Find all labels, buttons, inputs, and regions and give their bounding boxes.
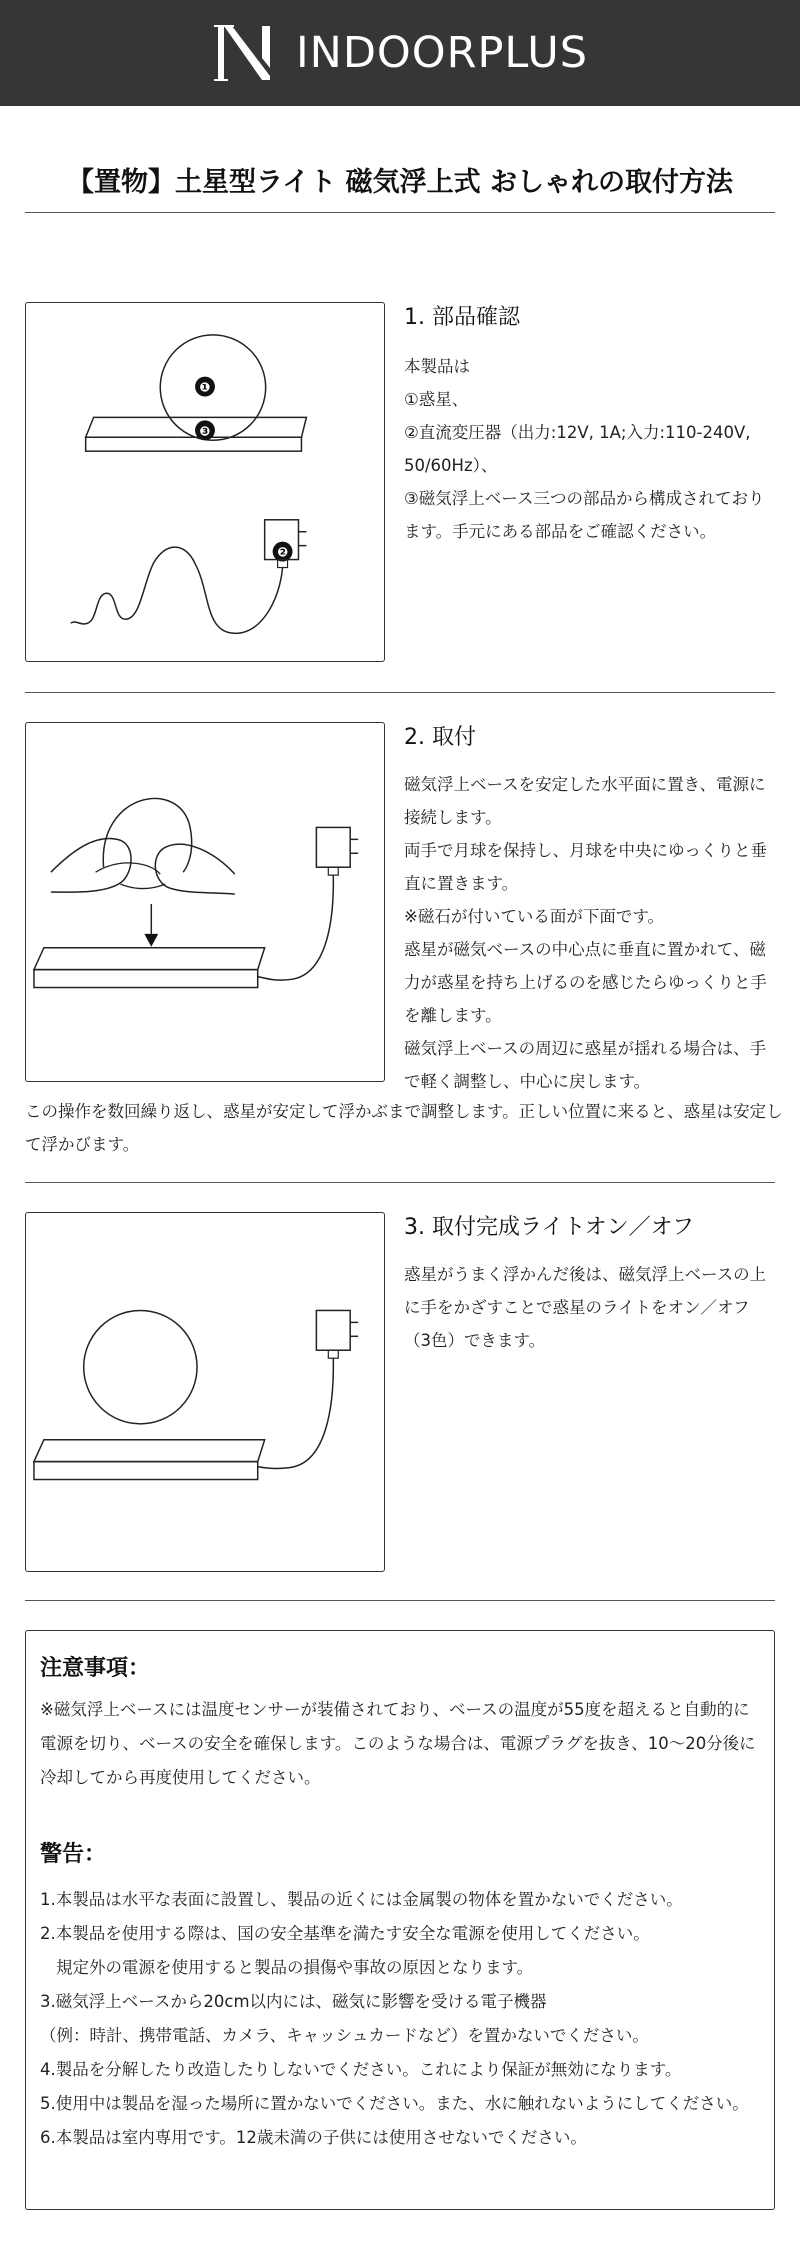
- warning-item: 4.製品を分解したり改造したりしないでください。これにより保証が無効になります。: [40, 2060, 682, 2079]
- section-text-install-continued: この操作を数回繰り返し、惑星が安定して浮かぶまで調整します。正しい位置に来ると、惑星は安定して浮かびます。: [25, 1102, 783, 1154]
- text-line: ②直流変圧器（出力:12V, 1A;入力:110-240V, 50/60Hz）、: [404, 423, 751, 475]
- text-line: ※磁石が付いている面が下面です。: [404, 907, 665, 926]
- n-monogram-icon: [212, 18, 290, 88]
- site-header: [0, 0, 800, 106]
- warning-heading: 警告：: [40, 1842, 107, 1867]
- section-title-install: 2. 取付: [404, 725, 476, 750]
- brand-name: INDOORPLUS: [295, 28, 589, 78]
- light-illustration: [25, 1212, 385, 1572]
- warning-item: 2.本製品を使用する際は、国の安全基準を満たす安全な電源を使用してください。: [40, 1924, 650, 1943]
- parts-illustration: [25, 302, 385, 662]
- marker-base: ❸: [199, 424, 211, 440]
- marker-adapter: ❷: [277, 545, 289, 561]
- text-line: 本製品は: [404, 357, 470, 376]
- install-illustration: [25, 722, 385, 1082]
- text-line: 磁気浮上ベースを安定した水平面に置き、電源に接続します。: [404, 775, 766, 827]
- marker-planet: ❶: [199, 380, 211, 396]
- page-title: 【置物】土星型ライト 磁気浮上式 おしゃれの取付方法: [67, 167, 733, 198]
- section-text-parts: [404, 350, 774, 548]
- section-text-light: [404, 1258, 774, 1357]
- text-line: ③磁気浮上ベース三つの部品から構成されております。手元にある部品をご確認ください。: [404, 489, 765, 541]
- notice-box: [25, 1630, 775, 2210]
- section-title-parts: 1. 部品確認: [404, 305, 520, 330]
- title-divider: [25, 212, 775, 213]
- section-divider: [25, 1600, 775, 1601]
- warning-item: （例：時計、携帯電話、カメラ、キャッシュカードなど）を置かないでください。: [40, 2026, 649, 2045]
- text-line: 惑星がうまく浮かんだ後は、磁気浮上ベースの上に手をかざすことで惑星のライトをオン／オフ（3色）できます。: [404, 1265, 767, 1350]
- section-title-light: 3. 取付完成ライトオン／オフ: [404, 1215, 695, 1240]
- notice-heading: 注意事項：: [40, 1656, 151, 1681]
- text-line: ①惑星、: [404, 390, 469, 409]
- text-line: 両手で月球を保持し、月球を中央にゆっくりと垂直に置きます。: [404, 841, 767, 893]
- section-divider: [25, 692, 775, 693]
- warning-item: 3.磁気浮上ベースから20cm以内には、磁気に影響を受ける電子機器: [40, 1992, 547, 2011]
- section-divider: [25, 1182, 775, 1183]
- warning-item: 6.本製品は室内専用です。12歳未満の子供には使用させないでください。: [40, 2128, 587, 2147]
- text-line: 磁気浮上ベースの周辺に惑星が揺れる場合は、手で軽く調整し、中心に戻します。: [404, 1039, 767, 1091]
- warning-list: [40, 1883, 762, 2155]
- notice-text: ※磁気浮上ベースには温度センサーが装備されており、ベースの温度が55度を超えると自動的に電源を切り、ベースの安全を確保します。このような場合は、電源プラグを抜き、10〜20分後に冷却してから再度使用してください。: [40, 1700, 756, 1787]
- text-line: 惑星が磁気ベースの中心点に垂直に置かれて、磁力が惑星を持ち上げるのを感じたらゆっくりと手を離します。: [404, 940, 767, 1025]
- section-text-install: [404, 768, 774, 1098]
- warning-item: 1.本製品は水平な表面に設置し、製品の近くには金属製の物体を置かないでください。: [40, 1890, 683, 1909]
- warning-item: 5.使用中は製品を湿った場所に置かないでください。また、水に触れないようにしてください。: [40, 2094, 749, 2113]
- warning-item: 規定外の電源を使用すると製品の損傷や事故の原因となります。: [56, 1958, 534, 1977]
